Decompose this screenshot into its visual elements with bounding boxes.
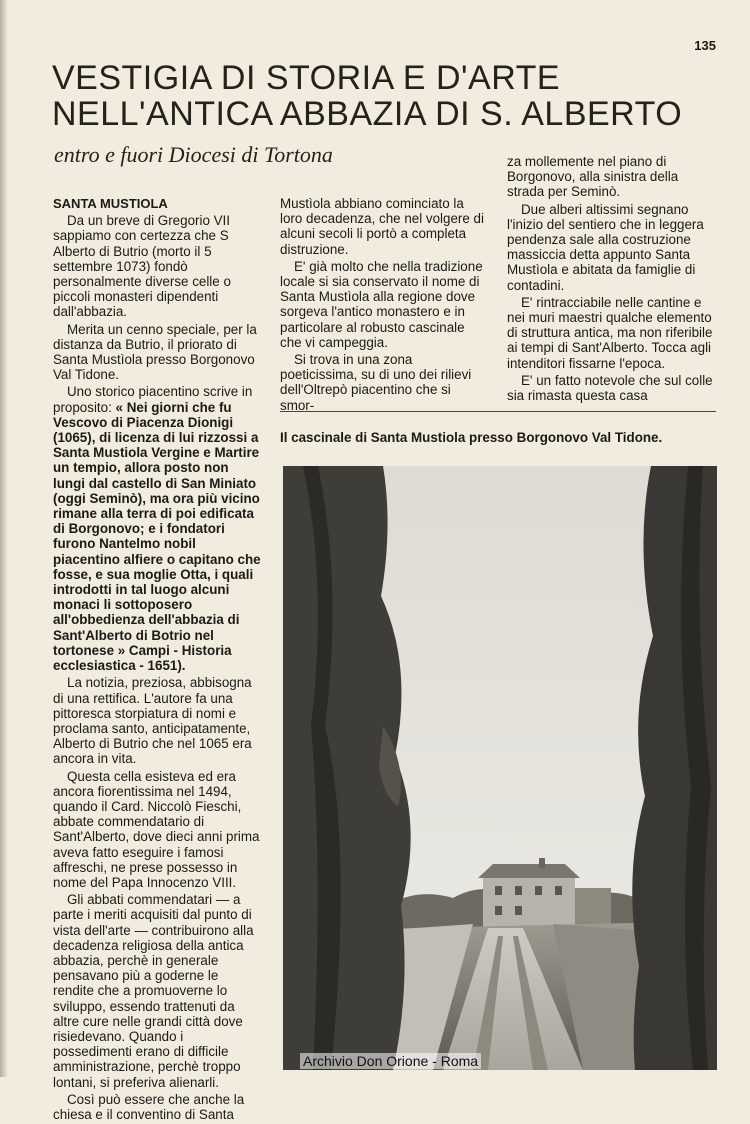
paragraph: Mustìola abbiano cominciato la loro decadenza, che nel volgere di alcuni secoli li portò a completa distruzione. xyxy=(280,196,484,257)
title-line-2: NELL'ANTICA ABBAZIA DI S. ALBERTO xyxy=(52,95,683,133)
photo-caption: Il cascinale di Santa Mustiola presso Borgonovo Val Tidone. xyxy=(280,430,663,445)
quote-intro: Uno storico piacentino scrive in proposito: xyxy=(53,384,253,415)
paragraph: Questa cella esisteva ed era ancora fiorentissima nel 1494, quando il Card. Niccolò Fieschi, abbate commendatario di Sant'Alberto, dove dieci anni prima aveva fatto eseguire i famosi affreschi, ne prese possesso in nome del Papa Innocenzo VIII. xyxy=(53,768,260,890)
paragraph: za mollemente nel piano di Borgonovo, alla sinistra della strada per Seminò. xyxy=(507,154,679,200)
article-subtitle: entro e fuori Diocesi di Tortona xyxy=(54,142,333,167)
paragraph: La notizia, preziosa, abbisogna di una rettifica. L'autore fa una pittoresca storpiatura di nomi e proclama santo, anticipatamente, Alberto di Butrio che nel 1065 era ancora in vita. xyxy=(53,675,252,767)
paragraph-quote-intro xyxy=(53,384,261,673)
farmhouse-photo-illustration xyxy=(283,466,717,1070)
article-title xyxy=(52,60,682,132)
page-number: 135 xyxy=(694,38,716,53)
paragraph: Si trova in una zona poeticissima, su di uno dei rilievi dell'Oltrepò piacentino che si smor- xyxy=(280,352,472,413)
paragraph: E' un fatto notevole che sul colle sia rimasta questa casa xyxy=(507,372,713,404)
paragraph: E' già molto che nella tradizione locale si sia conservato il nome di Santa Mustìola alla regione dove sorgeva l'antico monastero e in particolare al robusto cascinale che vi campeggia. xyxy=(280,258,483,350)
paragraph: Due alberi altissimi segnano l'inizio del sentiero che in leggera pendenza sale alla costruzione massiccia detta appunto Santa Mustìola e abitata da famiglie di contadini. xyxy=(507,201,704,293)
title-line-1: VESTIGIA DI STORIA E D'ARTE xyxy=(52,59,561,97)
paragraph: Gli abbati commendatari — a parte i meriti acquisiti dal punto di vista dell'arte — contribuirono alla decadenza religiosa della antica abbazia, perchè in generale pensavano più a goderne le rendite che a promuoverne lo sviluppo, essendo trattenuti da altre cure nelle grandi città dove risiedevano. Quando i possedimenti erano di difficile amministrazione, perchè troppo lontani, si preferiva alienarli. xyxy=(53,892,254,1090)
paragraph: Da un breve di Gregorio VII sappiamo con certezza che S Alberto di Butrio (morto il 5 settembre 1073) fondò personalmente diverse celle o piccoli monasteri dipendenti dall'abbazia. xyxy=(53,213,231,320)
section-heading: SANTA MUSTIOLA xyxy=(53,196,168,211)
paragraph: Così può essere che anche la chiesa e il conventino di Santa xyxy=(53,1091,245,1122)
historical-quote: « Nei giorni che fu Vescovo di Piacenza Dionigi (1065), di licenza di lui rizzossi a Santa Mustiola Vergine e Martire un tempio, allora posto non lungi dal castello di San Miniato (oggi Seminò), ma ora più vicino rimane alla terra di poi edificata di Borgonovo; e i fondatori furono Nantelmo nobil piacentino alfiere o capitano che fosse, e sua moglie Otta, i quali introdotti in tal luogo alcuni monaci li sottoposero all'obbedienza dell'abbazia di Sant'Alberto di Botrio nel tortonese » Campi - Historia ecclesiastica - 1651). xyxy=(53,399,261,674)
archive-watermark: Archivio Don Orione - Roma xyxy=(300,1053,481,1069)
text-column-1 xyxy=(53,196,261,1124)
paragraph: Merita un cenno speciale, per la distanza da Butrio, il priorato di Santa Mustìola presso Borgonovo Val Tidone. xyxy=(53,321,257,383)
paragraph: E' rintracciabile nelle cantine e nei muri maestri qualche elemento di struttura antica, ma non riferibile ai tempi di Sant'Alberto. Tocca agli intenditori fissarne l'epoca. xyxy=(507,294,713,371)
horizontal-divider xyxy=(280,411,716,412)
page-binding-shadow xyxy=(0,0,8,1077)
farmhouse-photo xyxy=(283,466,717,1070)
text-column-2 xyxy=(280,196,488,415)
text-column-3 xyxy=(507,154,715,405)
